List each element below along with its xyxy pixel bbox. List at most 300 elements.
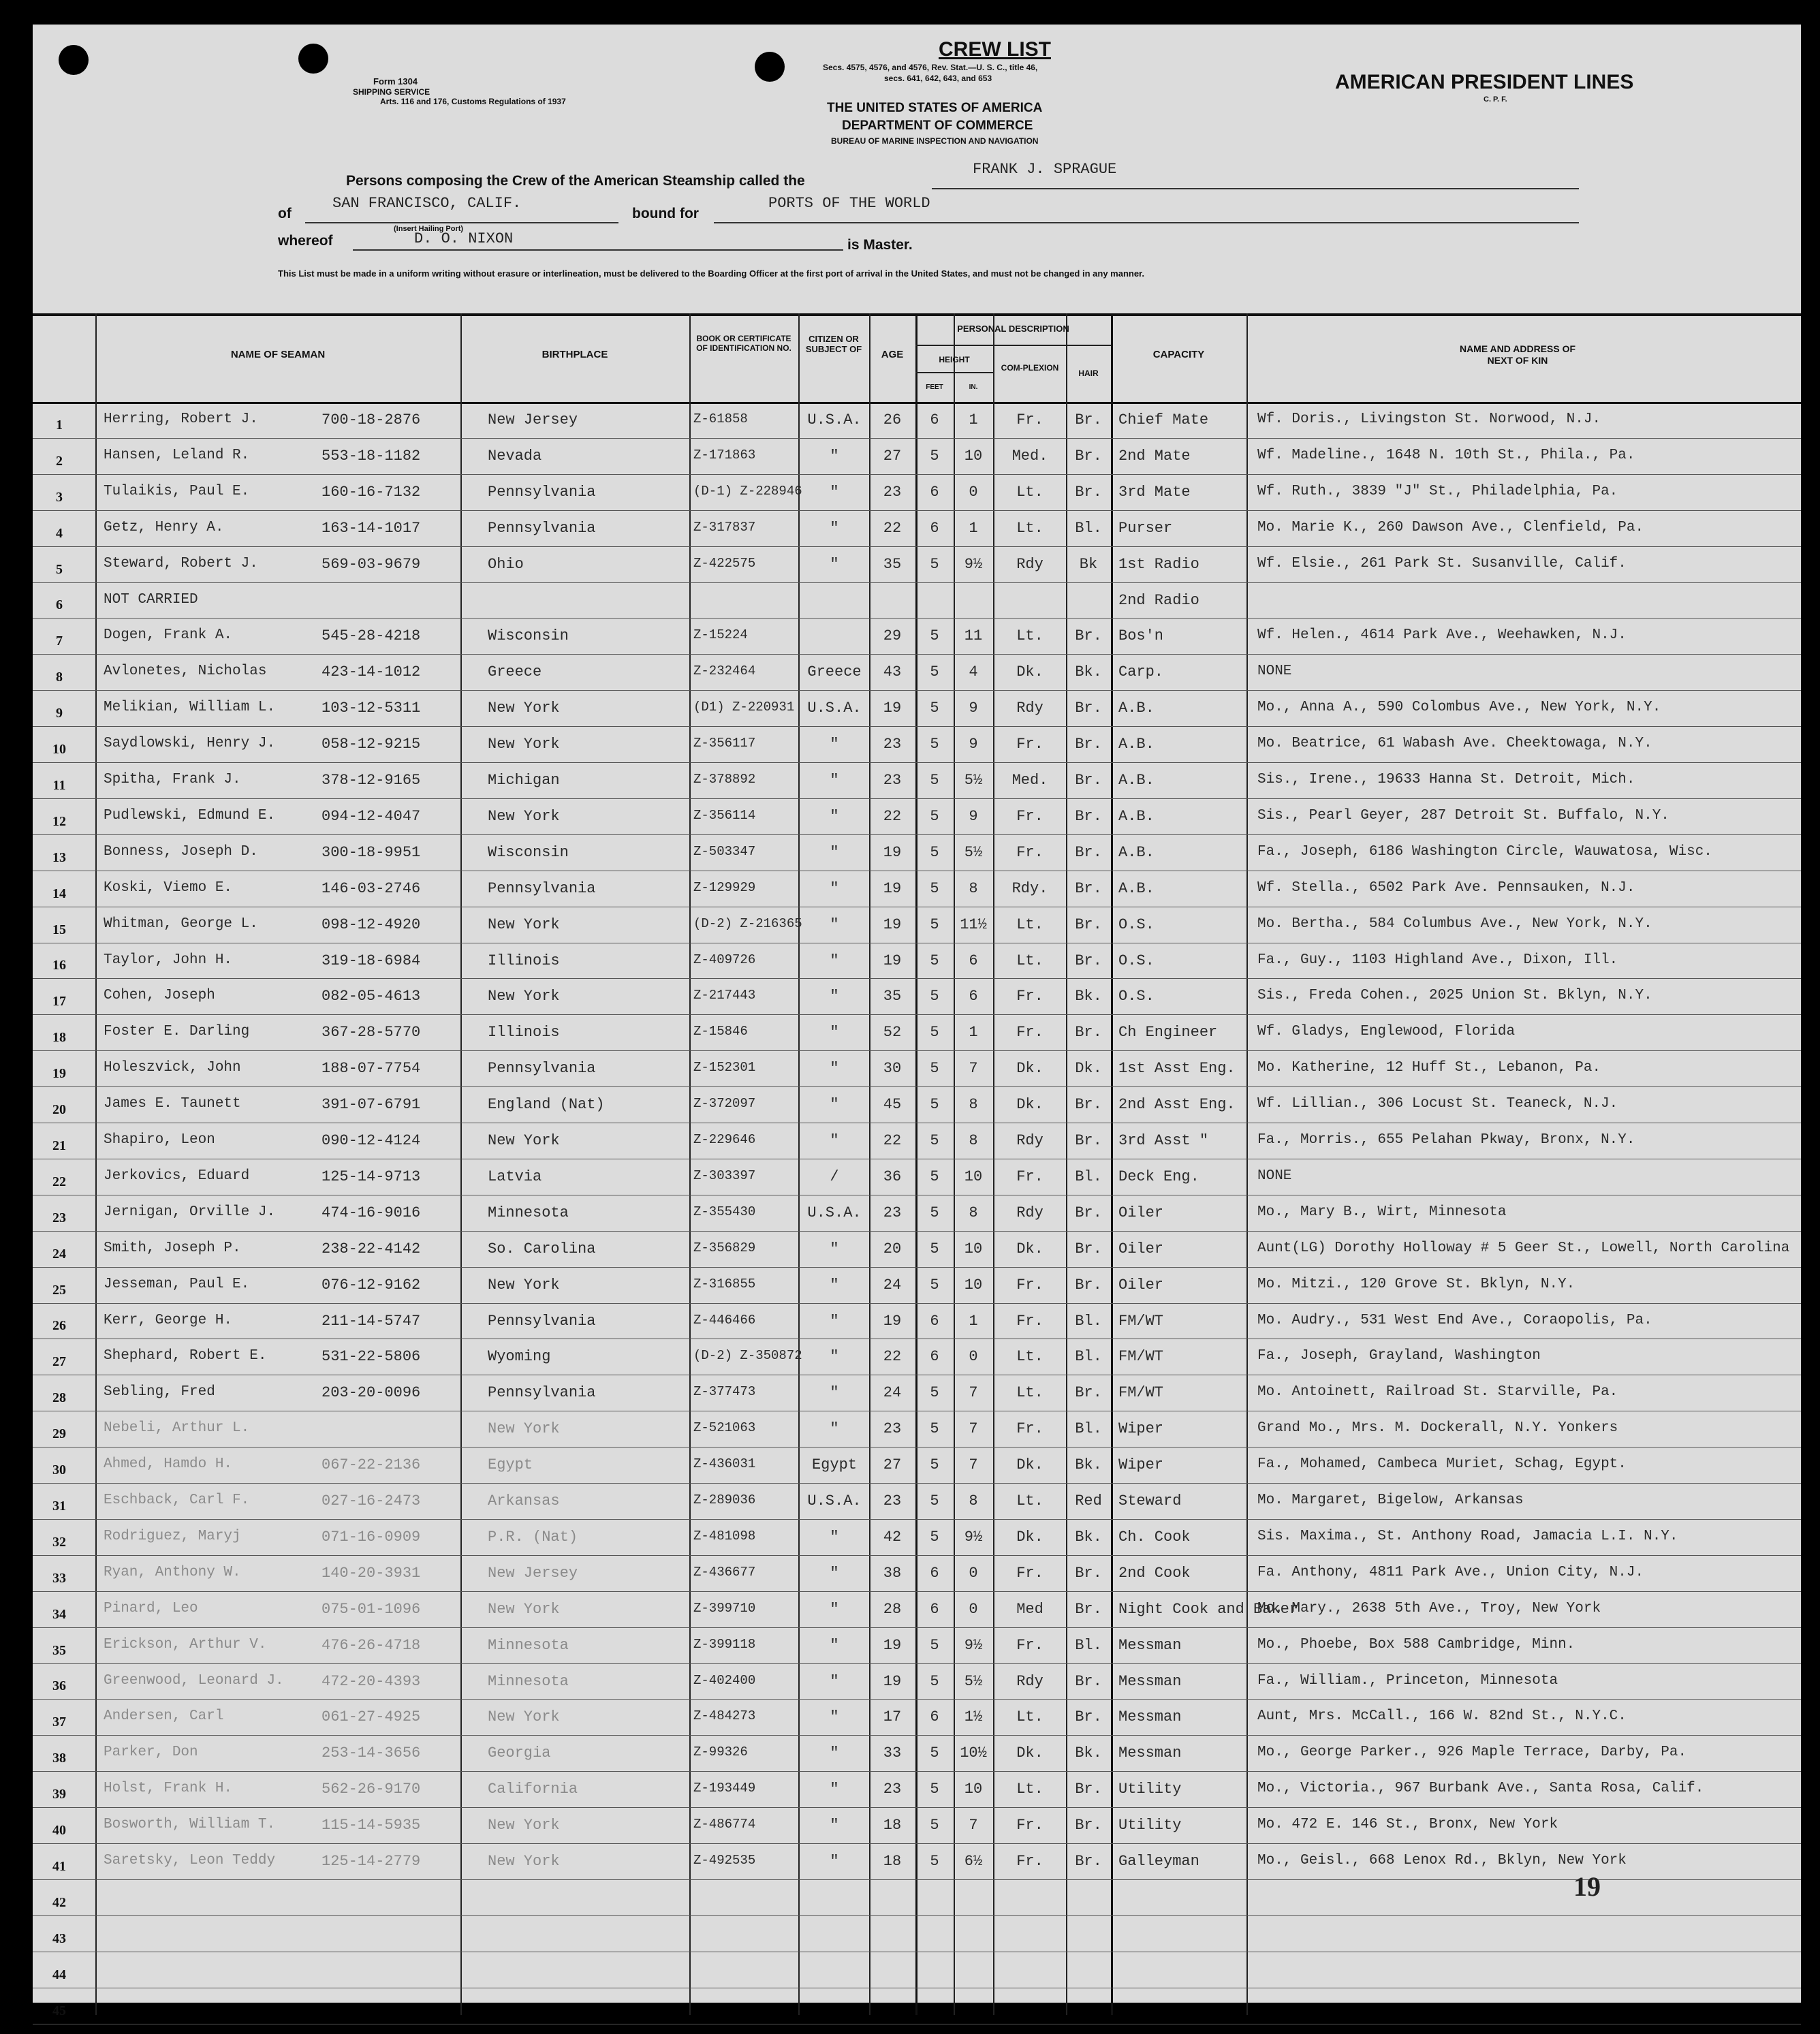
- cell-hair: Br.: [1075, 447, 1102, 465]
- cell-name: Foster E. Darling: [104, 1024, 250, 1040]
- cell-age: 22: [883, 807, 902, 825]
- cell-cit: ": [830, 952, 839, 969]
- cell-comp: Rdy.: [1011, 879, 1048, 897]
- cell-comp: Fr.: [1016, 988, 1044, 1005]
- cell-name: Taylor, John H.: [104, 952, 233, 968]
- cell-name: Pudlewski, Edmund E.: [104, 807, 276, 824]
- row-number: 1: [56, 417, 63, 433]
- cell-hair: Bk: [1079, 555, 1098, 573]
- cell-ft: 5: [930, 447, 939, 465]
- cell-book: Z-436031: [693, 1456, 756, 1472]
- cell-ft: 5: [930, 1240, 939, 1257]
- cell-cap: 3rd Mate: [1118, 483, 1191, 501]
- cell-birth: Pennsylvania: [488, 879, 596, 897]
- cell-cap: Carp.: [1118, 663, 1164, 681]
- cell-hair: Br.: [1075, 1132, 1102, 1149]
- cell-ssn: 146-03-2746: [321, 879, 421, 897]
- cell-comp: Fr.: [1016, 1636, 1044, 1654]
- cell-in: 8: [969, 879, 978, 897]
- cell-cap: FM/WT: [1118, 1312, 1164, 1330]
- cell-in: 9: [969, 807, 978, 825]
- cell-cit: ": [830, 483, 839, 501]
- cell-kin: Aunt, Mrs. McCall., 166 W. 82nd St., N.Y.C.: [1257, 1708, 1627, 1725]
- cell-book: Z-356114: [693, 807, 756, 823]
- cell-age: 24: [883, 1276, 902, 1294]
- cell-birth: New York: [488, 1420, 560, 1438]
- cell-cap: A.B.: [1118, 879, 1155, 897]
- cell-comp: Fr.: [1016, 736, 1044, 753]
- cell-ssn: 098-12-4920: [321, 916, 421, 933]
- cell-ssn: 238-22-4142: [321, 1240, 421, 1257]
- cell-comp: Fr.: [1016, 1817, 1044, 1834]
- cell-age: 52: [883, 1024, 902, 1042]
- col-header-personal: PERSONAL DESCRIPTION: [957, 324, 1069, 334]
- cell-in: 1½: [964, 1708, 983, 1726]
- cell-ssn: 423-14-1012: [321, 663, 421, 681]
- company-stamp-sub: C. P. F.: [1484, 95, 1507, 104]
- cell-in: 8: [969, 1132, 978, 1149]
- cell-age: 23: [883, 772, 902, 789]
- cell-birth: Illinois: [488, 1024, 560, 1042]
- cell-name: Saydlowski, Henry J.: [104, 736, 276, 752]
- row-number: 19: [52, 1066, 66, 1082]
- cell-comp: Dk.: [1016, 1240, 1044, 1257]
- cell-cap: Galleyman: [1118, 1853, 1199, 1870]
- cell-cit: ": [830, 1528, 839, 1546]
- cell-hair: Br.: [1075, 1781, 1102, 1798]
- cell-kin: Wf. Lillian., 306 Locust St. Teaneck, N.J.: [1257, 1096, 1618, 1112]
- cell-comp: Lt.: [1016, 916, 1044, 933]
- cell-birth: Wyoming: [488, 1348, 551, 1366]
- cell-name: Koski, Viemo E.: [104, 879, 233, 896]
- cell-name: Ahmed, Hamdo H.: [104, 1456, 233, 1473]
- cell-age: 22: [883, 519, 902, 537]
- cell-name: Dogen, Frank A.: [104, 627, 233, 644]
- bound-for: PORTS OF THE WORLD: [768, 195, 930, 212]
- cell-cit: ": [830, 1096, 839, 1114]
- row-number: 26: [52, 1318, 66, 1334]
- row-number: 2: [56, 453, 63, 469]
- cell-cit: ": [830, 879, 839, 897]
- cell-ssn: 378-12-9165: [321, 772, 421, 789]
- cell-age: 23: [883, 1420, 902, 1438]
- cell-ft: 5: [930, 1204, 939, 1221]
- cell-name: Getz, Henry A.: [104, 519, 224, 535]
- row-number: 15: [52, 922, 66, 937]
- cell-comp: Rdy: [1016, 1132, 1044, 1149]
- cell-ft: 5: [930, 700, 939, 717]
- company-stamp: AMERICAN PRESIDENT LINES: [1335, 71, 1634, 93]
- cell-name: Hansen, Leland R.: [104, 447, 250, 463]
- cell-cap: Messman: [1118, 1744, 1182, 1762]
- cell-age: 19: [883, 1312, 902, 1330]
- row-number: 4: [56, 525, 63, 541]
- cell-birth: Ohio: [488, 555, 524, 573]
- cell-name: Holst, Frank H.: [104, 1781, 233, 1797]
- cell-age: 30: [883, 1060, 902, 1078]
- cell-ft: 5: [930, 736, 939, 753]
- cell-cit: U.S.A.: [807, 411, 862, 428]
- cell-age: 33: [883, 1744, 902, 1762]
- row-number: 11: [52, 777, 66, 793]
- cell-birth: New York: [488, 1853, 560, 1870]
- cell-birth: New York: [488, 1708, 560, 1726]
- cell-cit: U.S.A.: [807, 1492, 862, 1509]
- row-number: 34: [52, 1606, 66, 1622]
- cell-cap: O.S.: [1118, 952, 1155, 969]
- cell-hair: Br.: [1075, 411, 1102, 428]
- cell-ft: 5: [930, 952, 939, 969]
- row-number: 38: [52, 1751, 66, 1766]
- cell-age: 38: [883, 1564, 902, 1582]
- cell-age: 36: [883, 1168, 902, 1185]
- cell-cap: Messman: [1118, 1672, 1182, 1690]
- crew-list-document: [33, 25, 1801, 2018]
- form-number: Form 1304: [373, 76, 418, 87]
- cell-kin: Mo. Margaret, Bigelow, Arkansas: [1257, 1492, 1524, 1508]
- cell-cit: ": [830, 1384, 839, 1402]
- cell-kin: Mo., Geisl., 668 Lenox Rd., Bklyn, New York: [1257, 1853, 1627, 1868]
- cell-comp: Fr.: [1016, 1420, 1044, 1438]
- cell-book: Z-317837: [693, 519, 756, 535]
- cell-ft: 5: [930, 1528, 939, 1546]
- cell-book: Z-355430: [693, 1204, 756, 1219]
- cell-hair: Br.: [1075, 1276, 1102, 1294]
- bureau-heading: BUREAU OF MARINE INSPECTION AND NAVIGATION: [831, 136, 1039, 146]
- cell-cit: ": [830, 772, 839, 789]
- cell-birth: New York: [488, 736, 560, 753]
- cell-name: Jesseman, Paul E.: [104, 1276, 250, 1292]
- cell-ft: 6: [930, 519, 939, 537]
- cell-age: 19: [883, 1636, 902, 1654]
- cell-birth: New Jersey: [488, 1564, 578, 1582]
- cell-birth: Greece: [488, 663, 542, 681]
- cell-name: Nebeli, Arthur L.: [104, 1420, 250, 1437]
- cell-kin: Mo., Mary B., Wirt, Minnesota: [1257, 1204, 1507, 1220]
- cell-ssn: 090-12-4124: [321, 1132, 421, 1149]
- cell-name: Saretsky, Leon Teddy: [104, 1853, 276, 1868]
- cell-book: Z-171863: [693, 447, 756, 463]
- col-header-hair: HAIR: [1078, 369, 1099, 378]
- cell-cap: Oiler: [1118, 1276, 1164, 1294]
- cell-book: Z-232464: [693, 663, 756, 679]
- cell-hair: Br.: [1075, 1853, 1102, 1870]
- cell-name: Cohen, Joseph: [104, 988, 215, 1004]
- cell-ft: 6: [930, 1564, 939, 1582]
- cell-kin: Sis., Pearl Geyer, 287 Detroit St. Buffalo, N.Y.: [1257, 807, 1669, 824]
- cell-ft: 5: [930, 1060, 939, 1078]
- cell-in: 10: [964, 1276, 983, 1294]
- cell-in: 11½: [960, 916, 987, 933]
- cell-hair: Br.: [1075, 916, 1102, 933]
- page-number: 19: [1573, 1871, 1601, 1902]
- cell-hair: Br.: [1075, 1240, 1102, 1257]
- cell-cap: 2nd Radio: [1118, 591, 1199, 609]
- cell-hair: Br.: [1075, 1564, 1102, 1582]
- cell-in: 10: [964, 447, 983, 465]
- cell-in: 8: [969, 1204, 978, 1221]
- cell-birth: Pennsylvania: [488, 1060, 596, 1078]
- row-number: 5: [56, 561, 63, 577]
- cell-cap: Bos'n: [1118, 627, 1164, 645]
- cell-cap: A.B.: [1118, 772, 1155, 789]
- cell-name: Eschback, Carl F.: [104, 1492, 250, 1508]
- cell-cap: A.B.: [1118, 807, 1155, 825]
- cell-book: Z-99326: [693, 1744, 748, 1760]
- cell-kin: Fa. Anthony, 4811 Park Ave., Union City, N.J.: [1257, 1564, 1644, 1580]
- cell-birth: Pennsylvania: [488, 483, 596, 501]
- form-issuer: SHIPPING SERVICE: [353, 87, 430, 97]
- col-header-name: NAME OF SEAMAN: [230, 349, 326, 360]
- cell-ft: 5: [930, 1168, 939, 1185]
- cell-age: 35: [883, 988, 902, 1005]
- cell-hair: Bk.: [1075, 1744, 1102, 1762]
- cell-book: Z-15846: [693, 1024, 748, 1039]
- cell-ft: 6: [930, 483, 939, 501]
- cell-cit: ": [830, 807, 839, 825]
- cell-age: 19: [883, 916, 902, 933]
- cell-book: Z-399710: [693, 1600, 756, 1616]
- cell-comp: Dk.: [1016, 1456, 1044, 1474]
- cell-kin: Mo. Antoinett, Railroad St. Starville, Pa.: [1257, 1384, 1618, 1401]
- cell-ft: 6: [930, 1600, 939, 1618]
- cell-age: 26: [883, 411, 902, 428]
- cell-cit: ": [830, 988, 839, 1005]
- cell-ssn: 103-12-5311: [321, 700, 421, 717]
- cell-cap: Steward: [1118, 1492, 1182, 1509]
- cell-book: Z-481098: [693, 1528, 756, 1544]
- cell-birth: P.R. (Nat): [488, 1528, 578, 1546]
- cell-ssn: 553-18-1182: [321, 447, 421, 465]
- cell-birth: New York: [488, 807, 560, 825]
- cell-age: 18: [883, 1853, 902, 1870]
- row-number: 13: [52, 849, 66, 865]
- cell-cit: ": [830, 1744, 839, 1762]
- cell-ft: 5: [930, 772, 939, 789]
- cell-in: 10: [964, 1240, 983, 1257]
- cell-ssn: 067-22-2136: [321, 1456, 421, 1474]
- cell-comp: Rdy: [1016, 1672, 1044, 1690]
- cell-cit: ": [830, 1024, 839, 1042]
- cell-in: 5½: [964, 843, 983, 861]
- cell-age: 23: [883, 1492, 902, 1509]
- cell-book: Z-399118: [693, 1636, 756, 1652]
- row-number: 10: [52, 742, 66, 757]
- country-heading: THE UNITED STATES OF AMERICA: [827, 101, 1043, 115]
- cell-kin: Mo., Victoria., 967 Burbank Ave., Santa Rosa, Calif.: [1257, 1781, 1704, 1797]
- cell-kin: Fa., Guy., 1103 Highland Ave., Dixon, Ill.: [1257, 952, 1618, 968]
- cell-in: 9½: [964, 555, 983, 573]
- cell-hair: Br.: [1075, 843, 1102, 861]
- cell-kin: Mo., George Parker., 926 Maple Terrace, Darby, Pa.: [1257, 1744, 1687, 1761]
- cell-book: Z-484273: [693, 1708, 756, 1724]
- document-title: CREW LIST: [939, 38, 1051, 61]
- cell-ssn: 211-14-5747: [321, 1312, 421, 1330]
- cell-cit: Egypt: [811, 1456, 857, 1474]
- cell-birth: Latvia: [488, 1168, 542, 1185]
- cell-birth: Nevada: [488, 447, 542, 465]
- cell-hair: Bk.: [1075, 663, 1102, 681]
- cell-in: 6: [969, 952, 978, 969]
- cell-ft: 5: [930, 1781, 939, 1798]
- cell-ssn: 545-28-4218: [321, 627, 421, 645]
- cell-in: 1: [969, 519, 978, 537]
- cell-cit: ": [830, 1564, 839, 1582]
- cell-name: Steward, Robert J.: [104, 555, 258, 572]
- cell-age: 28: [883, 1600, 902, 1618]
- cell-book: Z-229646: [693, 1132, 756, 1147]
- cell-comp: Lt.: [1016, 1348, 1044, 1366]
- cell-birth: New York: [488, 916, 560, 933]
- cell-cap: Oiler: [1118, 1204, 1164, 1221]
- cell-cap: 1st Asst Eng.: [1118, 1060, 1236, 1078]
- cell-comp: Rdy: [1016, 555, 1044, 573]
- row-number: 40: [52, 1823, 66, 1838]
- cell-birth: Minnesota: [488, 1672, 569, 1690]
- cell-comp: Fr.: [1016, 1024, 1044, 1042]
- row-number: 39: [52, 1787, 66, 1802]
- cell-comp: Lt.: [1016, 1384, 1044, 1402]
- row-number: 25: [52, 1282, 66, 1298]
- row-number: 32: [52, 1534, 66, 1550]
- cell-kin: NONE: [1257, 663, 1292, 680]
- cell-kin: Sis. Maxima., St. Anthony Road, Jamacia L.I. N.Y.: [1257, 1528, 1678, 1544]
- cell-name: Herring, Robert J.: [104, 411, 258, 427]
- cell-birth: Illinois: [488, 952, 560, 969]
- cell-book: Z-356117: [693, 736, 756, 751]
- cell-ft: 5: [930, 1744, 939, 1762]
- cell-comp: Dk.: [1016, 1744, 1044, 1762]
- cell-age: 27: [883, 1456, 902, 1474]
- cell-cit: ": [830, 1672, 839, 1690]
- cell-comp: Dk.: [1016, 1096, 1044, 1114]
- cell-age: 27: [883, 447, 902, 465]
- cell-book: Z-15224: [693, 627, 748, 643]
- cell-ssn: 160-16-7132: [321, 483, 421, 501]
- cell-kin: Mo., Phoebe, Box 588 Cambridge, Minn.: [1257, 1636, 1575, 1653]
- punch-hole: [755, 52, 785, 82]
- cell-kin: Mo. 472 E. 146 St., Bronx, New York: [1257, 1817, 1558, 1833]
- cell-ft: 6: [930, 1348, 939, 1366]
- cell-cap: Wiper: [1118, 1456, 1164, 1474]
- cell-hair: Red: [1075, 1492, 1102, 1509]
- cell-birth: Georgia: [488, 1744, 551, 1762]
- cell-hair: Bk.: [1075, 1456, 1102, 1474]
- cell-kin: Mo. Beatrice, 61 Wabash Ave. Cheektowaga, N.Y.: [1257, 736, 1652, 752]
- cell-book: Z-503347: [693, 843, 756, 859]
- cell-cap: 2nd Cook: [1118, 1564, 1191, 1582]
- cell-ft: 5: [930, 988, 939, 1005]
- cell-ft: 5: [930, 1492, 939, 1509]
- cell-ssn: 125-14-9713: [321, 1168, 421, 1185]
- row-number: 20: [52, 1102, 66, 1117]
- cell-in: 0: [969, 1564, 978, 1582]
- cell-name: Greenwood, Leonard J.: [104, 1672, 284, 1689]
- cell-in: 0: [969, 1348, 978, 1366]
- cell-comp: Lt.: [1016, 519, 1044, 537]
- cell-cap: Oiler: [1118, 1240, 1164, 1257]
- cell-cit: ": [830, 1276, 839, 1294]
- cell-ssn: 474-16-9016: [321, 1204, 421, 1221]
- master-name: D. O. NIXON: [414, 230, 514, 247]
- cell-ssn: 300-18-9951: [321, 843, 421, 861]
- cell-kin: Mo., Anna A., 590 Colombus Ave., New York, N.Y.: [1257, 700, 1661, 716]
- cell-cit: /: [830, 1168, 839, 1185]
- cell-ssn: 319-18-6984: [321, 952, 421, 969]
- cell-age: 24: [883, 1384, 902, 1402]
- cell-cap: O.S.: [1118, 916, 1155, 933]
- cell-book: Z-409726: [693, 952, 756, 967]
- cell-book: Z-356829: [693, 1240, 756, 1255]
- home-port: SAN FRANCISCO, CALIF.: [332, 195, 522, 212]
- row-number: 27: [52, 1354, 66, 1370]
- cell-book: Z-303397: [693, 1168, 756, 1183]
- cell-age: 23: [883, 1781, 902, 1798]
- cell-book: Z-61858: [693, 411, 748, 426]
- cell-in: 8: [969, 1096, 978, 1114]
- cell-book: Z-289036: [693, 1492, 756, 1507]
- cell-ssn: 569-03-9679: [321, 555, 421, 573]
- col-header-next-of-kin: NAME AND ADDRESS OF NEXT OF KIN: [1459, 343, 1576, 366]
- row-number: 35: [52, 1642, 66, 1658]
- cell-hair: Br.: [1075, 807, 1102, 825]
- cell-ssn: 163-14-1017: [321, 519, 421, 537]
- cell-comp: Fr.: [1016, 843, 1044, 861]
- cell-hair: Br.: [1075, 1708, 1102, 1726]
- cell-in: 10½: [960, 1744, 987, 1762]
- cell-hair: Bk.: [1075, 1528, 1102, 1546]
- cell-ssn: 203-20-0096: [321, 1384, 421, 1402]
- cell-ssn: 700-18-2876: [321, 411, 421, 428]
- cell-kin: Fa., Joseph, 6186 Washington Circle, Wauwatosa, Wisc.: [1257, 843, 1712, 860]
- cell-name: James E. Taunett: [104, 1096, 241, 1112]
- cell-cap: FM/WT: [1118, 1348, 1164, 1366]
- cell-name: Kerr, George H.: [104, 1312, 233, 1328]
- cell-cap: 3rd Asst ": [1118, 1132, 1209, 1149]
- cell-kin: Wf. Helen., 4614 Park Ave., Weehawken, N.J.: [1257, 627, 1627, 644]
- cell-age: 45: [883, 1096, 902, 1114]
- cell-cit: ": [830, 1420, 839, 1438]
- cell-age: 43: [883, 663, 902, 681]
- cell-book: Z-402400: [693, 1672, 756, 1688]
- cell-book: Z-129929: [693, 879, 756, 895]
- cell-cap: 1st Radio: [1118, 555, 1199, 573]
- cell-ft: 5: [930, 1456, 939, 1474]
- cell-cit: ": [830, 1781, 839, 1798]
- cell-hair: Bl.: [1075, 1312, 1102, 1330]
- cell-ft: 5: [930, 1420, 939, 1438]
- cell-cit: ": [830, 1312, 839, 1330]
- cell-age: 17: [883, 1708, 902, 1726]
- cell-kin: Fa., Morris., 655 Pelahan Pkway, Bronx, N.Y.: [1257, 1132, 1635, 1148]
- cell-in: 1: [969, 1024, 978, 1042]
- cell-age: 23: [883, 736, 902, 753]
- cell-book: Z-422575: [693, 555, 756, 571]
- cell-ssn: 531-22-5806: [321, 1348, 421, 1366]
- cell-kin: Fa., William., Princeton, Minnesota: [1257, 1672, 1558, 1689]
- cell-hair: Bl.: [1075, 1420, 1102, 1438]
- row-number: 33: [52, 1570, 66, 1586]
- cell-kin: NONE: [1257, 1168, 1292, 1184]
- row-number: 30: [52, 1462, 66, 1477]
- cell-hair: Br.: [1075, 1600, 1102, 1618]
- cell-ft: 6: [930, 1708, 939, 1726]
- cell-comp: Lt.: [1016, 952, 1044, 969]
- cell-kin: Wf. Elsie., 261 Park St. Susanville, Calif.: [1257, 555, 1627, 572]
- of-label: of: [278, 206, 292, 221]
- row-number: 24: [52, 1246, 66, 1262]
- cell-cit: ": [830, 916, 839, 933]
